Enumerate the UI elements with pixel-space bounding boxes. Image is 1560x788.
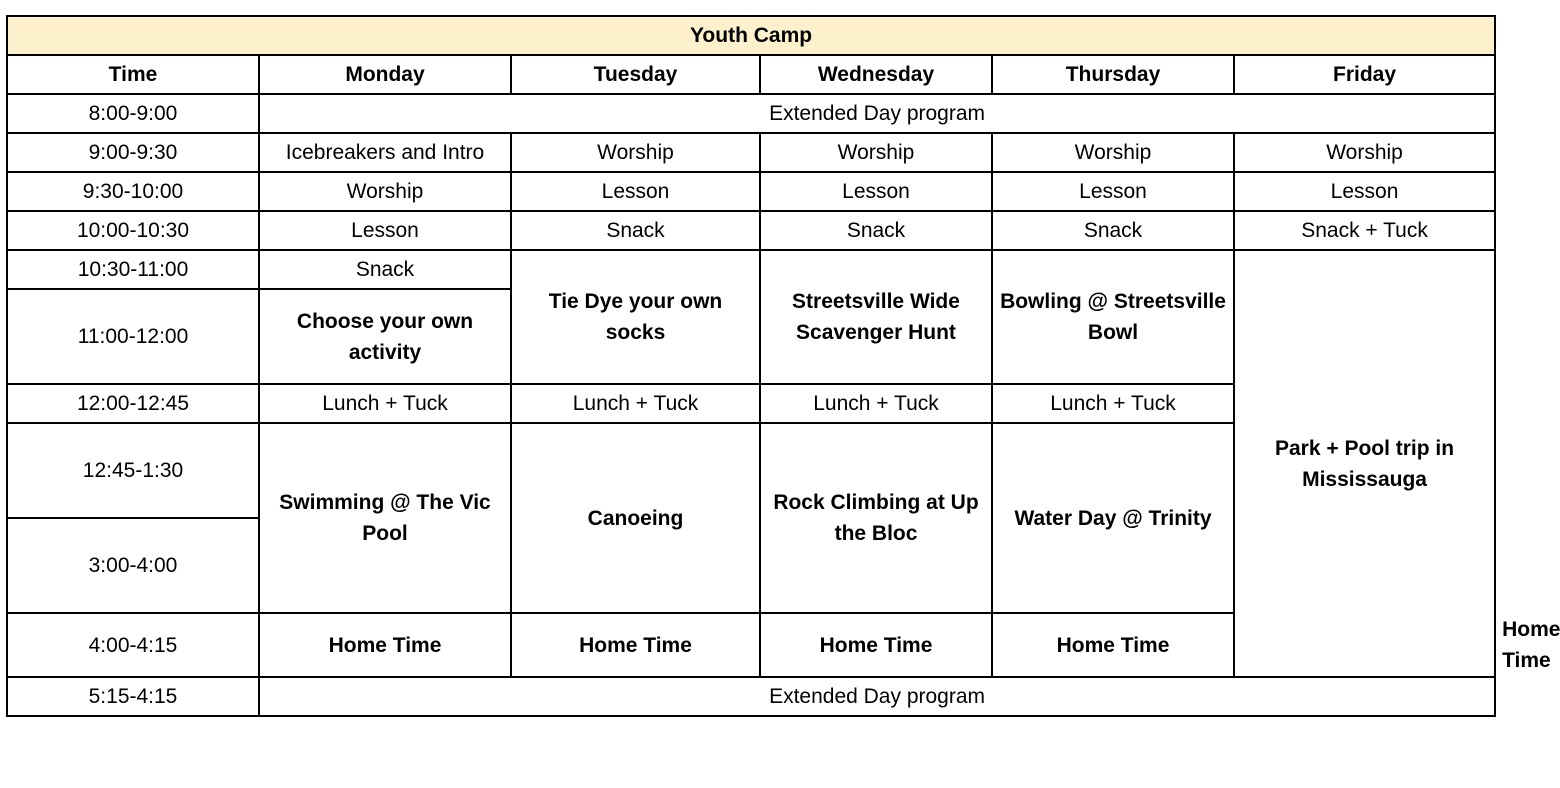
wednesday-0900: Worship (760, 133, 992, 172)
schedule-title: Youth Camp (7, 16, 1495, 55)
time-cell: 12:45-1:30 (7, 423, 259, 518)
row-1600: 4:00-4:15 Home Time Home Time Home Time Home Time Home Time (7, 613, 1495, 677)
tuesday-1000: Snack (511, 211, 760, 250)
friday-0900: Worship (1234, 133, 1495, 172)
schedule-table (6, 15, 1560, 717)
wednesday-home-time: Home Time (760, 613, 992, 677)
title-row (7, 16, 1495, 55)
wednesday-activity-afternoon: Rock Climbing at Up the Bloc (760, 423, 992, 613)
time-cell: 8:00-9:00 (7, 94, 259, 133)
monday-1000: Lesson (259, 211, 511, 250)
thursday-0930: Lesson (992, 172, 1234, 211)
monday-1030: Snack (259, 250, 511, 289)
monday-activity-morning: Choose your own activity (259, 289, 511, 384)
friday-0930: Lesson (1234, 172, 1495, 211)
header-tuesday: Tuesday (511, 55, 760, 94)
time-cell: 10:30-11:00 (7, 250, 259, 289)
time-cell: 12:00-12:45 (7, 384, 259, 423)
tuesday-0900: Worship (511, 133, 760, 172)
monday-lunch: Lunch + Tuck (259, 384, 511, 423)
wednesday-activity-morning: Streetsville Wide Scavenger Hunt (760, 250, 992, 384)
row-0900 (7, 133, 1495, 172)
monday-0930: Worship (259, 172, 511, 211)
time-cell: 3:00-4:00 (7, 518, 259, 613)
time-cell: 10:00-10:30 (7, 211, 259, 250)
wednesday-lunch: Lunch + Tuck (760, 384, 992, 423)
tuesday-activity-morning: Tie Dye your own socks (511, 250, 760, 384)
thursday-home-time: Home Time (992, 613, 1234, 677)
thursday-0900: Worship (992, 133, 1234, 172)
row-0930 (7, 172, 1495, 211)
row-1030 (7, 250, 1495, 289)
row-0800 (7, 94, 1495, 133)
time-cell: 4:00-4:15 (7, 613, 259, 677)
wednesday-0930: Lesson (760, 172, 992, 211)
time-cell: 11:00-12:00 (7, 289, 259, 384)
time-cell: 9:00-9:30 (7, 133, 259, 172)
thursday-activity-afternoon: Water Day @ Trinity (992, 423, 1234, 613)
extended-day-evening: Extended Day program (259, 677, 1495, 716)
thursday-activity-morning: Bowling @ Streetsville Bowl (992, 250, 1234, 384)
thursday-lunch: Lunch + Tuck (992, 384, 1234, 423)
tuesday-home-time: Home Time (511, 613, 760, 677)
thursday-1000: Snack (992, 211, 1234, 250)
header-friday: Friday (1234, 55, 1495, 94)
extended-day-morning: Extended Day program (259, 94, 1495, 133)
header-thursday: Thursday (992, 55, 1234, 94)
time-cell: 5:15-4:15 (7, 677, 259, 716)
row-1715 (7, 677, 1495, 716)
time-cell: 9:30-10:00 (7, 172, 259, 211)
wednesday-1000: Snack (760, 211, 992, 250)
tuesday-0930: Lesson (511, 172, 760, 211)
monday-activity-afternoon: Swimming @ The Vic Pool (259, 423, 511, 613)
tuesday-lunch: Lunch + Tuck (511, 384, 760, 423)
header-monday: Monday (259, 55, 511, 94)
tuesday-activity-afternoon: Canoeing (511, 423, 760, 613)
header-row (7, 55, 1495, 94)
row-1000 (7, 211, 1495, 250)
header-wednesday: Wednesday (760, 55, 992, 94)
monday-home-time: Home Time (259, 613, 511, 677)
monday-0900: Icebreakers and Intro (259, 133, 511, 172)
header-time: Time (7, 55, 259, 94)
friday-1000: Snack + Tuck (1234, 211, 1495, 250)
friday-trip: Park + Pool trip in Mississauga (1234, 250, 1495, 677)
